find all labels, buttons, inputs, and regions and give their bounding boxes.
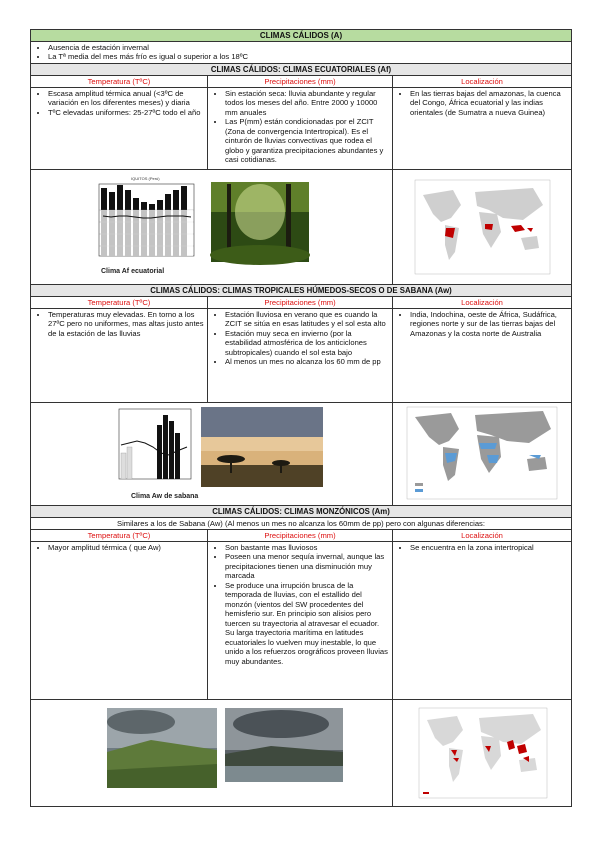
af-distribution-map [393, 170, 572, 282]
am-loc-list [396, 543, 568, 552]
rainforest-photo [210, 182, 310, 265]
list-item: • Escasa amplitud térmica anual (<3ºC de variación en los diferentes meses) y diaria [48, 89, 204, 108]
monsoon-photo-1 [107, 708, 217, 788]
am-images [31, 700, 393, 804]
climate-document [30, 29, 571, 807]
col-header-loc: Localización [393, 75, 572, 87]
list-item: • Poseen una menor sequía invernal, aunque las precipitaciones tienen una disminución muy marcada [225, 552, 389, 580]
col-header-temp: Temperatura (TºC) [31, 529, 208, 541]
main-title: CLIMAS CÁLIDOS (A) [31, 30, 572, 42]
list-item: • Estación lluviosa en verano que es cuando la ZCIT se sitúa en esas latitudes y el sol esta alto [225, 310, 389, 329]
aw-precip-list [211, 310, 389, 367]
svg-text:IQUITOS (Perú): IQUITOS (Perú) [131, 175, 160, 181]
aw-images [31, 403, 393, 503]
am-distribution-map [393, 700, 572, 804]
intro-item: • La Tª media del mes más frío es igual o superior a los 18ºC [48, 52, 568, 61]
col-header-precip: Precipitaciones (mm) [208, 75, 393, 87]
am-temp-list [34, 543, 204, 552]
col-header-loc: Localización [393, 529, 572, 541]
list-item: • Sin estación seca: lluvia abundante y regular todos los meses del año. Entre 2000 y 10000 mm anuales [225, 89, 389, 117]
am-subtitle: Similares a los de Sabana (Aw) (Al menos un mes no alcanza los 60mm de pp) pero con algunas diferencias: [31, 517, 572, 529]
aw-chart-caption: Clima Aw de sabana [131, 492, 199, 500]
section-title-af: CLIMAS CÁLIDOS: CLIMAS ECUATORIALES (Af) [31, 63, 572, 75]
col-header-loc: Localización [393, 296, 572, 308]
am-precip-list [211, 543, 389, 666]
section-title-am: CLIMAS CÁLIDOS: CLIMAS MONZÓNICOS (Am) [31, 505, 572, 517]
list-item: • Son bastante mas lluviosos [225, 543, 389, 552]
af-loc-list [396, 89, 568, 117]
intro-item: • Ausencia de estación invernal [48, 43, 568, 52]
intro-list [34, 43, 568, 62]
monsoon-photo-2 [225, 708, 343, 782]
col-header-temp: Temperatura (TºC) [31, 296, 208, 308]
af-chart-caption: Clima Af ecuatorial [101, 267, 165, 275]
list-item: • Las P(mm) están condicionadas por el ZCIT (Zona de convergencia Intertropical). Es el cinturón de lluvias convectivas que rodea el globo y garantiza precipitaciones abundantes y casi cotidianas. [225, 117, 389, 164]
list-item: • TºC elevadas uniformes: 25-27ºC todo el año [48, 108, 204, 117]
savanna-photo [201, 407, 323, 487]
list-item: • Al menos un mes no alcanza los 60 mm de pp [225, 357, 389, 366]
list-item: • Estación muy seca en invierno (por la estabilidad atmosférica de los anticiclones subtropicales) cuando el sol esta bajo [225, 329, 389, 357]
af-precip-list [211, 89, 389, 165]
aw-loc-list [396, 310, 568, 338]
list-item: • Se produce una irrupción brusca de la temporada de lluvias, con el estallido del monzón (vientos del SW procedentes del hemisferio sur. En principio son alisios pero tuercen su trayectoria al atravesar el ecuador. Su larga trayectoria marítima en latitudes ecuatoriales lo vuelven muy inestable, lo que unido a los refuerzos orográficos proveen lluvias muy abundantes. [225, 581, 389, 666]
climate-table [30, 29, 572, 807]
aw-climograph [119, 409, 198, 500]
af-images [31, 170, 393, 282]
aw-distribution-map [393, 403, 572, 503]
af-climograph [99, 176, 194, 275]
section-title-aw: CLIMAS CÁLIDOS: CLIMAS TROPICALES HÚMEDOS-SECOS O DE SABANA (Aw) [31, 284, 572, 296]
list-item: • Temperaturas muy elevadas. En torno a los 27ºC pero no uniformes, mas altas justo antes de la estación de las lluvias [48, 310, 204, 338]
aw-temp-list [34, 310, 204, 338]
list-item: • India, Indochina, oeste de África, Sudáfrica, regiones norte y sur de las tierras bajas del Amazonas y la costa norte de Australia [410, 310, 568, 338]
col-header-precip: Precipitaciones (mm) [208, 296, 393, 308]
col-header-temp: Temperatura (TºC) [31, 75, 208, 87]
list-item: • En las tierras bajas del amazonas, la cuenca del Congo, África ecuatorial y las indias orientales (de Sumatra a nueva Guinea) [410, 89, 568, 117]
list-item: • Mayor amplitud térmica ( que Aw) [48, 543, 204, 552]
af-temp-list [34, 89, 204, 117]
list-item: • Se encuentra en la zona intertropical [410, 543, 568, 552]
col-header-precip: Precipitaciones (mm) [208, 529, 393, 541]
